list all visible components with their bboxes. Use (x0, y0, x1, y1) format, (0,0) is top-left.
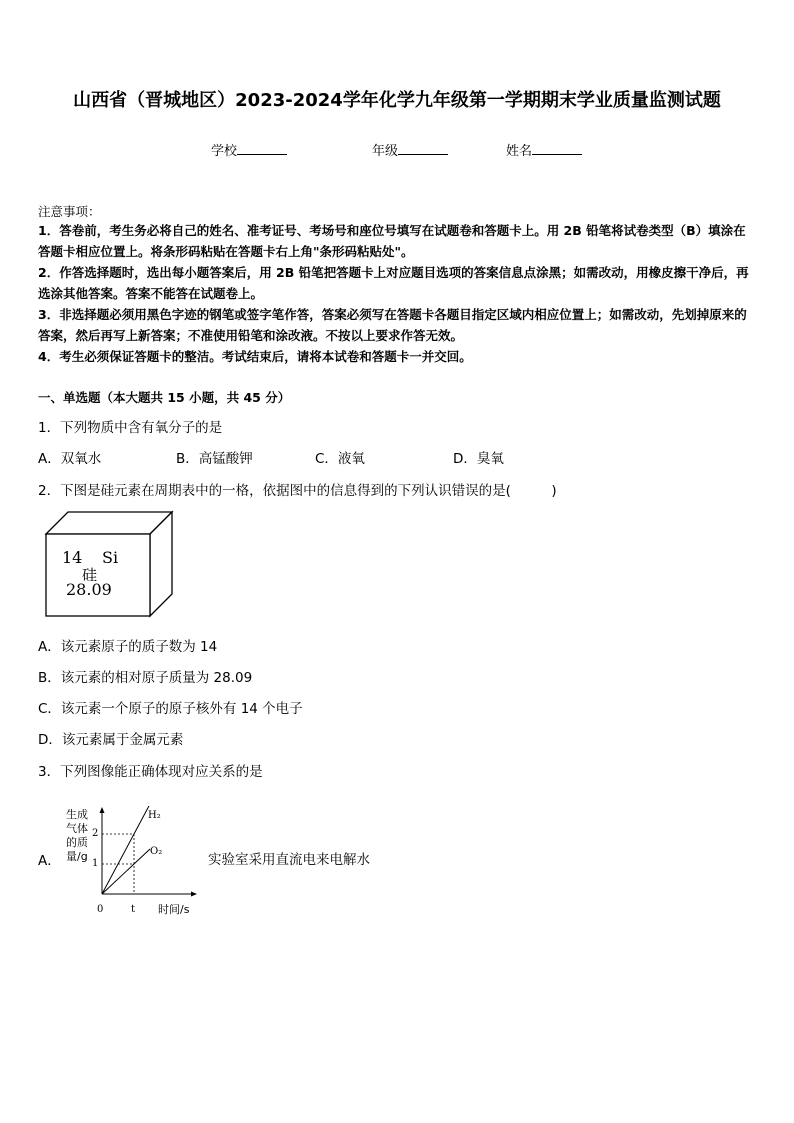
q1-option-d[interactable]: D．臭氧 (453, 451, 504, 467)
y-axis-arrow (100, 807, 105, 813)
h2-series-label: H₂ (148, 810, 161, 821)
grade-blank[interactable] (398, 142, 448, 155)
y-axis-label-line: 量/g (66, 850, 88, 863)
q1-option-c[interactable]: C．液氧 (315, 451, 365, 467)
y-tick-1: 1 (92, 858, 99, 869)
silicon-element-cell (44, 510, 174, 618)
question-1-stem: 1．下列物质中含有氧分子的是 (38, 420, 223, 436)
element-symbol: Si (102, 548, 119, 567)
page-title: 山西省（晋城地区）2023-2024学年化学九年级第一学期期末学业质量监测试题 (73, 90, 721, 111)
note-item: 1．答卷前，考生务必将自己的姓名、准考证号、考场号和座位号填写在试题卷和答题卡上。用 2B 铅笔将试卷类型（B）填涂在答题卡相应位置上。将条形码粘贴在答题卡右上角"条形码粘贴处"。 (38, 223, 746, 259)
name-field (506, 140, 582, 159)
series-line-h2 (102, 806, 150, 894)
y-axis-label-line: 生成 (66, 808, 88, 821)
element-name: 硅 (82, 566, 98, 584)
note-item: 4．考生必须保证答题卡的整洁。考试结束后，请将本试卷和答题卡一并交回。 (38, 349, 472, 364)
atomic-mass: 28.09 (66, 580, 112, 599)
x-axis-label: 时间/s (158, 903, 190, 916)
y-axis-label-line: 的质 (66, 836, 88, 849)
note-item: 2．作答选择题时，选出每小题答案后，用 2B 铅笔把答题卡上对应题目选项的答案信息点涂黑；如需改动，用橡皮擦干净后，再选涂其他答案。答案不能答在试题卷上。 (38, 265, 749, 301)
q3-option-a-label[interactable]: A． (38, 853, 61, 869)
q2-option-b[interactable]: B．该元素的相对原子质量为 28.09 (38, 670, 253, 686)
q2-option-d[interactable]: D．该元素属于金属元素 (38, 732, 184, 748)
y-tick-2: 2 (92, 828, 99, 839)
q1-option-a[interactable]: A．双氧水 (38, 451, 102, 467)
y-axis-label-line: 气体 (66, 822, 88, 835)
o2-series-label: O₂ (150, 846, 163, 857)
notes-heading: 注意事项： (38, 204, 101, 219)
grade-field (372, 140, 448, 159)
name-blank[interactable] (532, 142, 582, 155)
section-heading: 一、单选题（本大题共 15 小题，共 45 分） (38, 390, 291, 405)
origin-tick: 0 (97, 904, 104, 915)
school-label: 学校 (211, 144, 238, 159)
q3-option-a-text: 实验室采用直流电来电解水 (208, 852, 370, 868)
chart-plot (60, 806, 210, 918)
school-blank[interactable] (237, 142, 287, 155)
school-field (211, 140, 287, 159)
electrolysis-chart (60, 806, 210, 918)
name-label: 姓名 (506, 144, 533, 159)
q2-option-a[interactable]: A．该元素原子的质子数为 14 (38, 639, 218, 655)
q1-option-b[interactable]: B．高锰酸钾 (176, 451, 253, 467)
x-tick-t: t (131, 904, 136, 915)
question-3-stem: 3．下列图像能正确体现对应关系的是 (38, 764, 263, 780)
atomic-number: 14 (62, 548, 83, 567)
x-axis-arrow (191, 892, 197, 897)
grade-label: 年级 (372, 144, 399, 159)
series-line-o2 (102, 849, 150, 894)
note-item: 3．非选择题必须用黑色字迹的钢笔或签字笔作答，答案必须写在答题卡各题目指定区域内相应位置上；如需改动，先划掉原来的答案，然后再写上新答案；不准使用铅笔和涂改液。不按以上要求作答无效。 (38, 307, 747, 343)
q2-option-c[interactable]: C．该元素一个原子的原子核外有 14 个电子 (38, 701, 303, 717)
question-2-stem: 2．下图是硅元素在周期表中的一格，依据图中的信息得到的下列认识错误的是( ) (38, 483, 557, 499)
